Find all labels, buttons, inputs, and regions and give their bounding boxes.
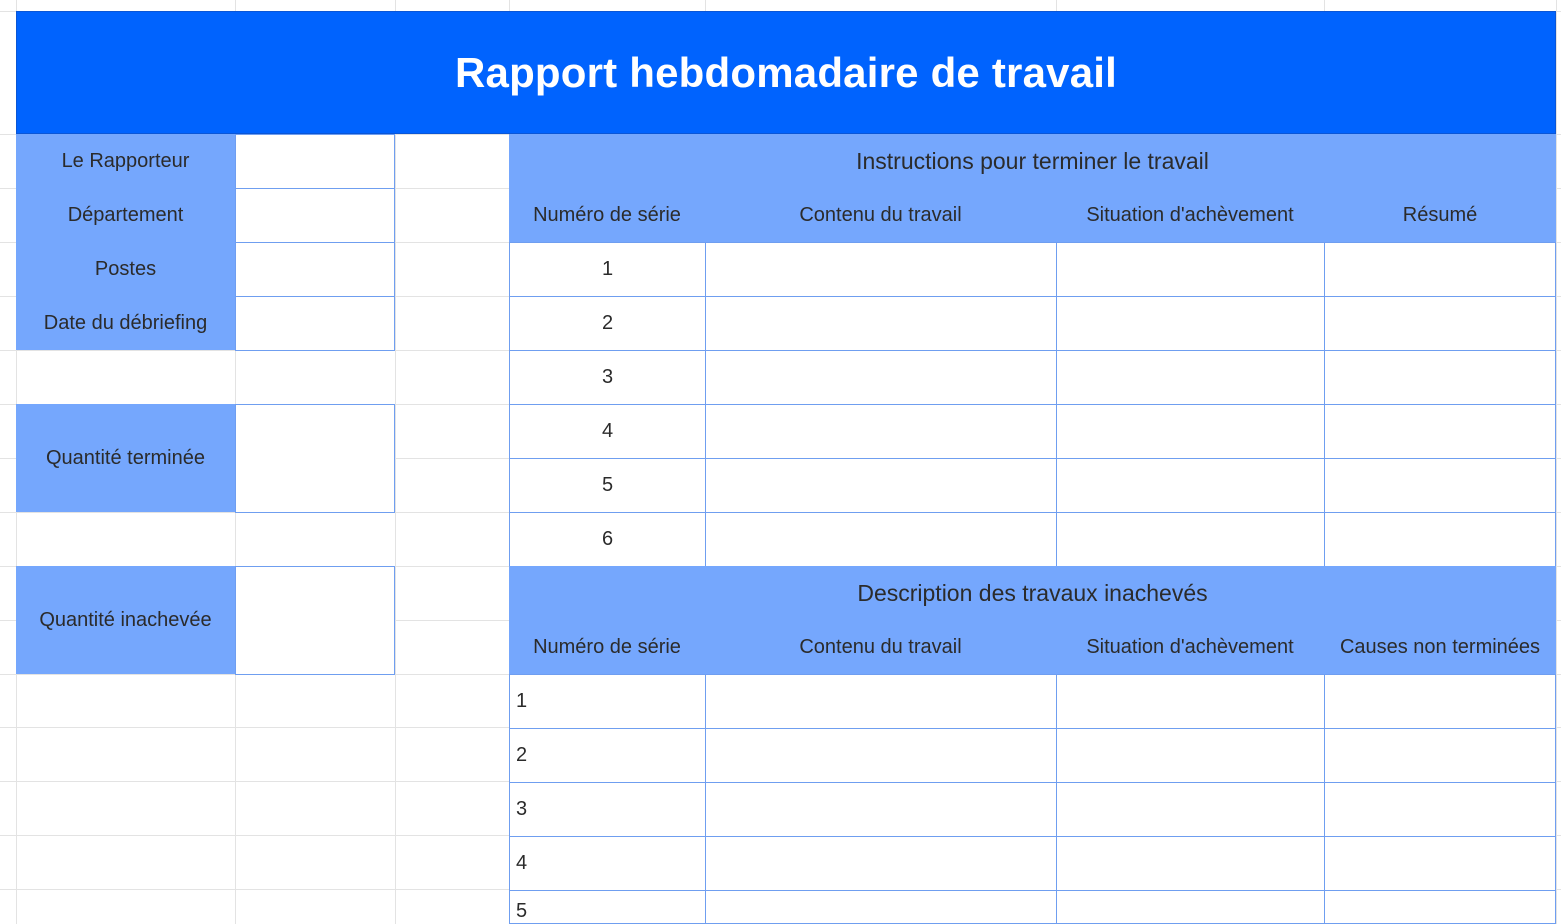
content-cell[interactable] (705, 512, 1057, 567)
serial-number: 6 (601, 528, 614, 550)
qty-completed-label: Quantité terminée (46, 446, 205, 469)
unfinished-header-causes[interactable] (1324, 620, 1556, 674)
content-cell[interactable] (705, 782, 1057, 837)
content-cell[interactable] (705, 674, 1057, 729)
content-cell[interactable] (705, 242, 1057, 297)
completed-header-content[interactable] (705, 188, 1056, 242)
content-cell[interactable] (705, 836, 1057, 891)
unfinished-section-title: Description des travaux inachevés (857, 579, 1208, 606)
summary-cell[interactable] (1324, 242, 1556, 297)
serial-number: 3 (516, 798, 528, 820)
summary-cell[interactable] (1324, 404, 1556, 459)
serial-cell[interactable] (509, 350, 706, 405)
summary-cell[interactable] (1324, 512, 1556, 567)
serial-number: 1 (516, 690, 528, 712)
completed-header-status[interactable] (1056, 188, 1324, 242)
header-label: Numéro de série (533, 203, 681, 226)
positions-label-cell[interactable] (16, 242, 235, 296)
report-title: Rapport hebdomadaire de travail (454, 48, 1118, 96)
unfinished-header-status[interactable] (1056, 620, 1324, 674)
header-label: Contenu du travail (799, 203, 962, 226)
header-label: Contenu du travail (799, 635, 962, 658)
serial-cell[interactable] (509, 242, 706, 297)
qty-unfinished-label-cell[interactable] (16, 566, 235, 674)
serial-number: 3 (601, 366, 614, 388)
completed-section-title-cell[interactable] (509, 134, 1556, 188)
causes-cell[interactable] (1324, 890, 1556, 924)
serial-number: 1 (601, 258, 614, 280)
serial-number: 4 (516, 852, 528, 874)
qty-completed-value-cell[interactable] (235, 404, 395, 513)
serial-number: 2 (601, 312, 614, 334)
causes-cell[interactable] (1324, 836, 1556, 891)
serial-number: 5 (601, 474, 614, 496)
causes-cell[interactable] (1324, 782, 1556, 837)
serial-number: 5 (516, 900, 528, 922)
unfinished-header-serial[interactable] (509, 620, 705, 674)
header-label: Résumé (1402, 203, 1478, 226)
status-cell[interactable] (1056, 890, 1325, 924)
status-cell[interactable] (1056, 512, 1325, 567)
status-cell[interactable] (1056, 296, 1325, 351)
header-label: Causes non terminées (1339, 635, 1541, 658)
department-value-cell[interactable] (235, 188, 395, 243)
serial-cell[interactable] (509, 728, 706, 783)
serial-cell[interactable] (509, 836, 706, 891)
status-cell[interactable] (1056, 404, 1325, 459)
content-cell[interactable] (705, 728, 1057, 783)
causes-cell[interactable] (1324, 674, 1556, 729)
header-label: Situation d'achèvement (1086, 635, 1294, 658)
positions-value-cell[interactable] (235, 242, 395, 297)
status-cell[interactable] (1056, 458, 1325, 513)
department-label: Département (67, 203, 184, 226)
serial-number: 2 (516, 744, 528, 766)
serial-cell[interactable] (509, 512, 706, 567)
qty-unfinished-label: Quantité inachevée (39, 608, 212, 631)
reporter-label-cell[interactable] (16, 134, 235, 188)
grid-line (395, 0, 396, 924)
serial-cell[interactable] (509, 782, 706, 837)
summary-cell[interactable] (1324, 296, 1556, 351)
unfinished-header-content[interactable] (705, 620, 1056, 674)
department-label-cell[interactable] (16, 188, 235, 242)
qty-unfinished-value-cell[interactable] (235, 566, 395, 675)
status-cell[interactable] (1056, 728, 1325, 783)
completed-section-title: Instructions pour terminer le travail (856, 147, 1209, 174)
status-cell[interactable] (1056, 836, 1325, 891)
summary-cell[interactable] (1324, 350, 1556, 405)
reporter-value-cell[interactable] (235, 134, 395, 189)
status-cell[interactable] (1056, 674, 1325, 729)
completed-header-serial[interactable] (509, 188, 705, 242)
content-cell[interactable] (705, 350, 1057, 405)
header-label: Numéro de série (533, 635, 681, 658)
causes-cell[interactable] (1324, 728, 1556, 783)
completed-header-summary[interactable] (1324, 188, 1556, 242)
status-cell[interactable] (1056, 782, 1325, 837)
qty-completed-label-cell[interactable] (16, 404, 235, 512)
serial-cell[interactable] (509, 890, 706, 924)
status-cell[interactable] (1056, 242, 1325, 297)
reporter-label: Le Rapporteur (61, 149, 190, 172)
content-cell[interactable] (705, 296, 1057, 351)
serial-number: 4 (601, 420, 614, 442)
unfinished-section-title-cell[interactable] (509, 566, 1556, 620)
serial-cell[interactable] (509, 458, 706, 513)
summary-cell[interactable] (1324, 458, 1556, 513)
content-cell[interactable] (705, 890, 1057, 924)
debrief-date-label: Date du débriefing (43, 311, 208, 334)
positions-label: Postes (94, 257, 157, 280)
serial-cell[interactable] (509, 674, 706, 729)
serial-cell[interactable] (509, 296, 706, 351)
header-label: Situation d'achèvement (1086, 203, 1294, 226)
grid-line (1556, 0, 1557, 924)
content-cell[interactable] (705, 404, 1057, 459)
debrief-date-value-cell[interactable] (235, 296, 395, 351)
debrief-date-label-cell[interactable] (16, 296, 235, 350)
serial-cell[interactable] (509, 404, 706, 459)
content-cell[interactable] (705, 458, 1057, 513)
report-title-cell[interactable] (16, 11, 1556, 134)
status-cell[interactable] (1056, 350, 1325, 405)
